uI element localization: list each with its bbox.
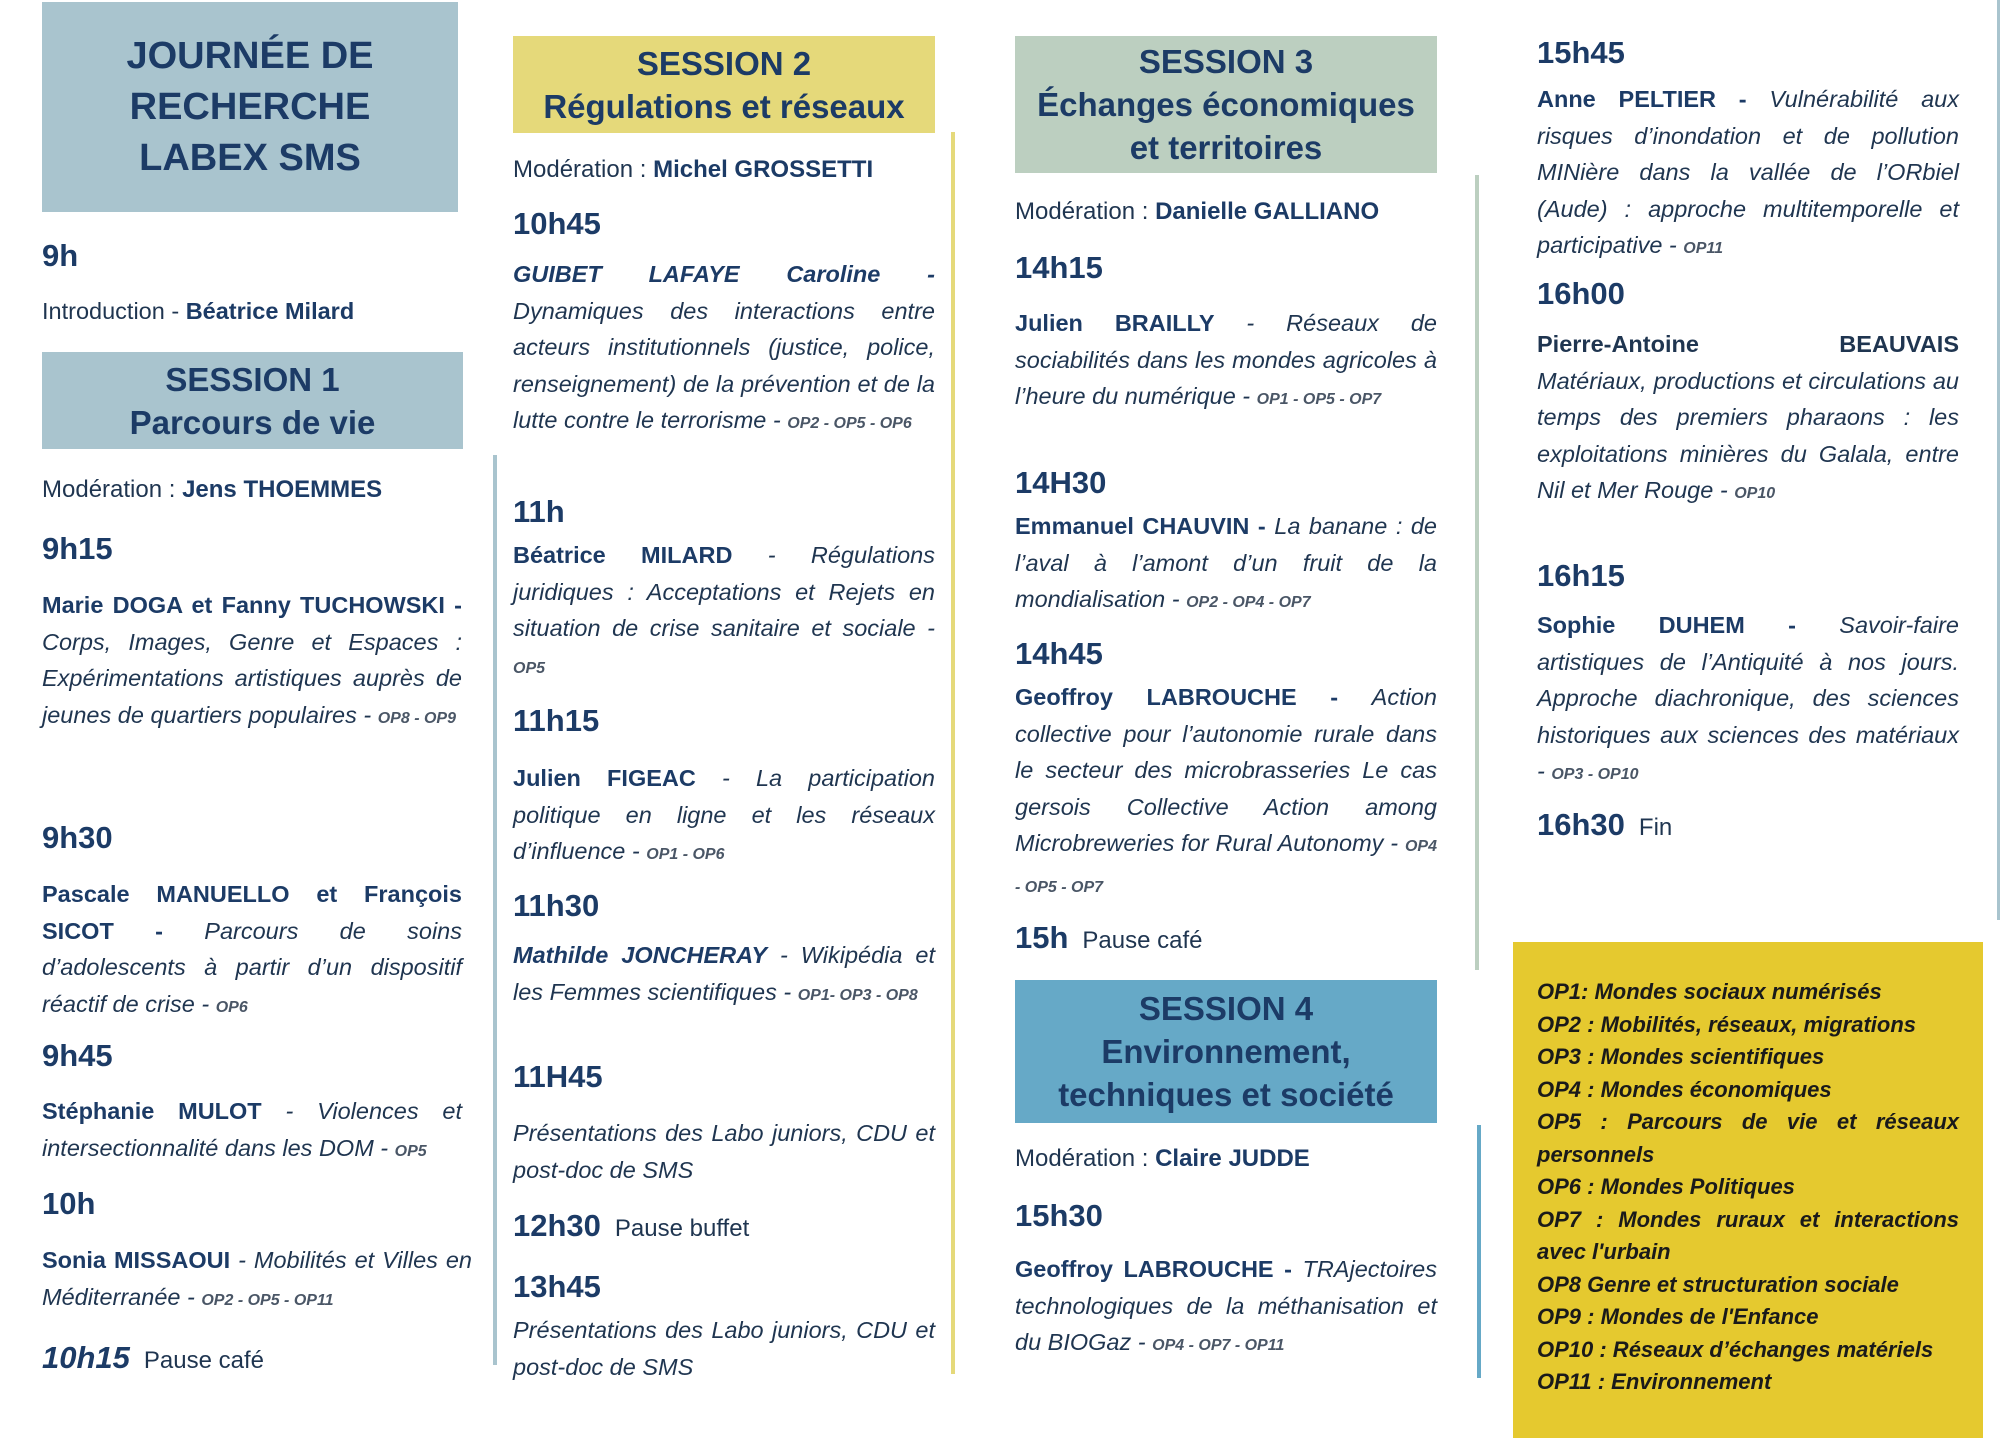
time-16h30 (1537, 805, 1959, 848)
legend-item-op4: OP4 : Mondes économiques (1537, 1076, 1832, 1102)
session-4-moderation (1015, 1143, 1437, 1175)
talk-speaker: Pascale MANUELLO et François SICOT - (42, 881, 462, 944)
session-4-title: SESSION 4 (1138, 990, 1314, 1027)
time-16h00: 16h00 (1537, 276, 1625, 311)
moderation-label: Modération : (1015, 198, 1156, 225)
talk-11h15 (513, 760, 935, 874)
talk-15h30 (1015, 1251, 1437, 1365)
talk-title: - Réseaux de sociabilités dans les mondes agricoles à l’heure du numérique - (1015, 310, 1437, 409)
time-label: 16h30 (1537, 807, 1625, 842)
time-15h (1015, 918, 1437, 961)
talk-op-tags: OP4 - OP7 - OP11 (1152, 1337, 1285, 1354)
moderator-name: Michel GROSSETTI (653, 156, 874, 183)
talk-speaker: Emmanuel CHAUVIN - (1015, 513, 1275, 539)
talk-speaker: Anne PELTIER - (1537, 86, 1770, 112)
session-2-moderation (513, 154, 935, 186)
legend-item-op5: OP5 : Parcours de vie et réseaux personnels (1537, 1109, 1959, 1167)
divider-line (1477, 1125, 1481, 1378)
session-2-header (513, 36, 935, 133)
time-11h30: 11h30 (513, 888, 600, 923)
talk-16h00 (1537, 326, 1959, 513)
time-label: 12h30 (513, 1208, 601, 1243)
time-15h45: 15h45 (1537, 35, 1625, 70)
talk-10h45 (513, 256, 935, 443)
legend-item-op6: OP6 : Mondes Politiques (1537, 1174, 1795, 1199)
time-9h: 9h (42, 238, 79, 273)
talk-op-tags: OP4 - OP5 - OP7 (1015, 838, 1437, 896)
talk-speaker: Geoffroy LABROUCHE - (1015, 1256, 1303, 1282)
time-13h45: 13h45 (513, 1269, 601, 1304)
time-11h15: 11h15 (513, 703, 600, 738)
intro-label: Introduction - (42, 298, 186, 324)
session-1-subtitle: Parcours de vie (129, 403, 376, 441)
session-4-subtitle-1: Environnement, (1101, 1033, 1351, 1070)
time-9h15: 9h15 (42, 531, 113, 566)
moderation-label: Modération : (1015, 1145, 1156, 1172)
talk-speaker: Geoffroy LABROUCHE - (1015, 684, 1372, 710)
talk-speaker: Sonia MISSAOUI (42, 1247, 231, 1273)
presentation-text: Présentations des Labo juniors, CDU et post-doc de SMS (513, 1317, 935, 1380)
talk-14h15 (1015, 305, 1437, 419)
time-16h15: 16h15 (1537, 558, 1625, 593)
talk-title: TRAjectoires technologiques de la méthanisation et du BIOGaz - (1015, 1256, 1437, 1355)
talk-11h (513, 537, 935, 687)
legend-item-op8: OP8 Genre et structuration sociale (1537, 1271, 1899, 1297)
time-10h: 10h (42, 1186, 96, 1221)
talk-speaker: Sophie DUHEM - (1537, 612, 1840, 638)
moderation-label: Modération : (513, 156, 654, 183)
talk-op-tags: OP1 - OP6 (646, 846, 725, 863)
talk-title: Matériaux, productions et circulations au temps des premiers pharaons : les exploitations minières du Galala, entre Nil et Mer Rouge - (1537, 367, 1959, 503)
event-title (42, 2, 458, 212)
talk-speaker: Mathilde JONCHERAY (513, 942, 768, 968)
talk-title: - La participation politique en ligne et les réseaux d’influence - (513, 765, 935, 864)
session-1-moderation (42, 474, 462, 506)
talk-10h (42, 1242, 472, 1319)
talk-title: - Régulations juridiques : Acceptations et Rejets en situation de crise sanitaire et sociale - (513, 542, 935, 641)
talk-op-tags: OP6 (215, 998, 248, 1016)
time-11h: 11h (513, 494, 565, 529)
time-14h30: 14H30 (1015, 465, 1107, 500)
talk-title: - Violences et intersectionnalité dans les DOM - (42, 1098, 462, 1161)
talk-op-tags: OP11 (1683, 240, 1724, 257)
talk-speaker: Stéphanie MULOT (42, 1098, 262, 1124)
legend-item-op1: OP1: Mondes sociaux numérisés (1537, 979, 1882, 1004)
talk-speaker: Marie DOGA et Fanny TUCHOWSKI - (42, 592, 462, 618)
time-14h45: 14h45 (1015, 636, 1103, 671)
talk-9h30 (42, 876, 462, 1026)
session-3-title: SESSION 3 (1138, 43, 1314, 80)
time-15h30: 15h30 (1015, 1198, 1103, 1233)
presentation-text: Présentations des Labo juniors, CDU et post-doc de SMS (513, 1120, 935, 1183)
talk-14h45 (1015, 679, 1437, 906)
end-label: Fin (1638, 814, 1673, 841)
talk-title: Parcours de soins d’adolescents à partir d’un dispositif réactif de crise - (42, 917, 462, 1017)
time-9h30: 9h30 (42, 820, 113, 855)
talk-title: - Mobilités et Villes en Méditerranée - (42, 1247, 472, 1310)
pause-label: Pause café (1082, 927, 1203, 954)
legend-item-op9: OP9 : Mondes de l'Enfance (1537, 1304, 1819, 1329)
talk-15h45 (1537, 81, 1959, 268)
moderator-name: Jens THOEMMES (182, 476, 383, 503)
session-3-subtitle-2: et territoires (1129, 129, 1323, 166)
op-legend (1513, 942, 1983, 1438)
talk-op-tags: OP2 - OP5 - OP6 (787, 415, 912, 432)
event-title-line3: LABEX SMS (139, 136, 361, 179)
talk-11h30 (513, 937, 935, 1014)
pause-label: Pause buffet (614, 1215, 750, 1242)
legend-item-op10: OP10 : Réseaux d’échanges matériels (1537, 1336, 1934, 1362)
talk-op-tags: OP3 - OP10 (1551, 766, 1639, 783)
talk-title: Vulnérabilité aux risques d’inondation et de pollution MINière dans la vallée de l’ORbiel (Aude) : approche multitemporelle et participative - (1537, 86, 1959, 258)
session-2-title: SESSION 2 (636, 44, 812, 82)
talk-title: Savoir-faire artistiques de l’Antiquité à nos jours. Approche diachronique, des sciences historiques aux sciences des matériaux - (1537, 612, 1959, 784)
time-14h15: 14h15 (1015, 250, 1103, 285)
time-11h45: 11H45 (513, 1059, 603, 1094)
session-3-subtitle-1: Échanges économiques (1037, 86, 1415, 123)
session-2-subtitle: Régulations et réseaux (543, 87, 905, 125)
talk-op-tags: OP8 - OP9 (377, 709, 456, 727)
intro-speaker: Béatrice Milard (185, 298, 355, 324)
session-3-header (1015, 36, 1437, 173)
talk-op-tags: OP2 - OP5 - OP11 (201, 1291, 334, 1309)
talk-speaker: Pierre-Antoine BEAUVAIS (1537, 331, 1959, 357)
legend-item-op7: OP7 : Mondes ruraux et interactions avec l'urbain (1537, 1206, 1959, 1264)
talk-16h15 (1537, 607, 1959, 794)
time-10h15 (42, 1338, 462, 1381)
intro-item (42, 293, 462, 330)
talk-14h30 (1015, 508, 1437, 622)
talk-title: La banane : de l’aval à l’amont d’un fruit de la mondialisation - (1015, 513, 1437, 612)
session-1-header (42, 352, 463, 449)
moderator-name: Danielle GALLIANO (1155, 198, 1380, 225)
legend-item-op3: OP3 : Mondes scientifiques (1537, 1044, 1825, 1069)
legend-item-op2: OP2 : Mobilités, réseaux, migrations (1537, 1011, 1916, 1037)
talk-9h45 (42, 1093, 462, 1170)
talk-title: Corps, Images, Genre et Espaces : Expérimentations artistiques auprès de jeunes de quartiers populaires - (42, 628, 462, 728)
event-title-line1: JOURNÉE DE (126, 34, 374, 77)
talk-op-tags: OP10 (1734, 485, 1776, 502)
time-label: 15h (1015, 920, 1069, 955)
talk-op-tags: OP1- OP3 - OP8 (797, 986, 918, 1004)
talk-speaker: Julien BRAILLY (1015, 310, 1215, 336)
time-9h45: 9h45 (42, 1038, 113, 1073)
time-10h45: 10h45 (513, 206, 601, 241)
pause-label: Pause café (143, 1347, 264, 1374)
event-title-line2: RECHERCHE (129, 85, 371, 128)
session-4-header (1015, 980, 1437, 1123)
talk-speaker: Julien FIGEAC (513, 765, 696, 791)
divider-line (1475, 175, 1479, 970)
talk-speaker: GUIBET LAFAYE Caroline - (513, 261, 935, 287)
talk-op-tags: OP2 - OP4 - OP7 (1186, 594, 1311, 611)
legend-item-op11: OP11 : Environnement (1537, 1369, 1772, 1394)
moderator-name: Claire JUDDE (1155, 1145, 1310, 1172)
session-3-moderation (1015, 196, 1437, 228)
divider-line (493, 455, 497, 1365)
talk-op-tags: OP5 (394, 1142, 427, 1160)
presentation-11h45 (513, 1115, 935, 1188)
talk-9h15 (42, 587, 462, 737)
talk-title: Dynamiques des interactions entre acteurs institutionnels (justice, police, renseignement) de la prévention et de la lutte contre le terrorisme - (513, 297, 935, 433)
session-1-title: SESSION 1 (165, 360, 340, 398)
time-12h30 (513, 1206, 935, 1249)
talk-speaker: Béatrice MILARD (513, 542, 733, 568)
presentation-13h45 (513, 1312, 935, 1385)
session-4-subtitle-2: techniques et société (1058, 1076, 1394, 1113)
talk-title: Action collective pour l’autonomie rurale dans le secteur des microbrasseries Le cas gersois Collective Action among Microbreweries for Rural Autonomy - (1015, 684, 1437, 856)
divider-line (951, 132, 955, 1374)
time-label: 10h15 (42, 1340, 130, 1375)
moderation-label: Modération : (42, 476, 183, 503)
talk-op-tags: OP5 (513, 659, 546, 677)
talk-title: - Wikipédia et les Femmes scientifiques - (513, 942, 935, 1005)
talk-op-tags: OP1 - OP5 - OP7 (1256, 391, 1382, 408)
